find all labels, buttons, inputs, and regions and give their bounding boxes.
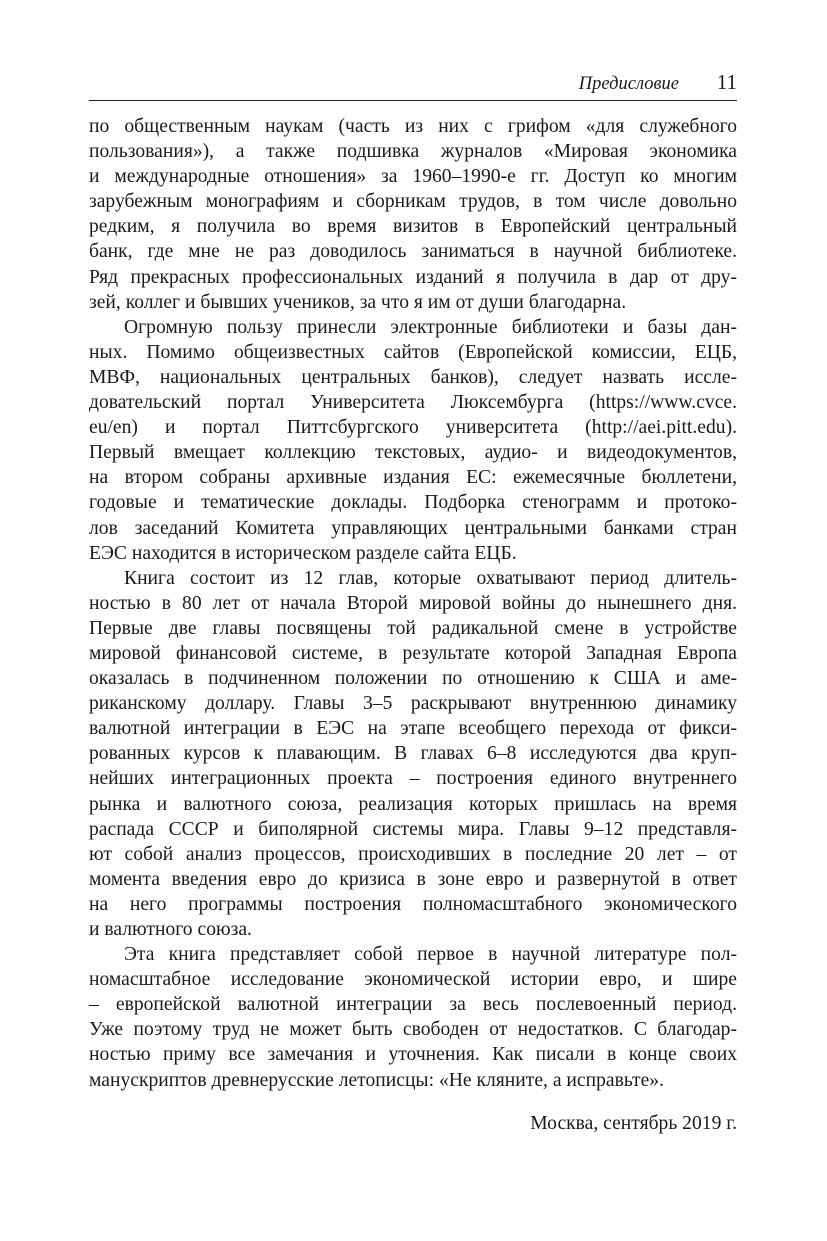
text-line: – европейской валютной интеграции за весь послевоенный период.: [89, 994, 737, 1016]
text-line: и международные отношения» за 1960–1990-е гг. Доступ ко многим: [89, 166, 737, 188]
place-date-signature: Москва, сентябрь 2019 г.: [530, 1113, 737, 1134]
text-line: нейших интеграционных проекта – построения единого внутреннего: [89, 768, 737, 790]
text-line: зарубежным монографиям и сборникам трудов, в том числе довольно: [89, 191, 737, 213]
text-line: оказалась в подчиненном положении по отношению к США и аме-: [89, 668, 737, 690]
body-text: [89, 114, 737, 1093]
text-line: ЕЭС находится в историческом разделе сайта ЕЦБ.: [89, 542, 517, 564]
text-line: распада СССР и биполярной системы мира. Главы 9–12 представля-: [89, 818, 737, 840]
text-line: Эта книга представляет собой первое в научной литературе пол-: [124, 944, 737, 966]
text-line: МВФ, национальных центральных банков), следует назвать иссле-: [89, 366, 737, 388]
paragraph-3: [89, 566, 737, 942]
text-line: Первый вмещает коллекцию текстовых, аудио- и видеодокументов,: [89, 442, 737, 464]
text-line: момента введения евро до кризиса в зоне евро и развернутой в ответ: [89, 868, 737, 890]
text-line: номасштабное исследование экономической истории евро, и шире: [89, 969, 737, 991]
text-line: редким, я получила во время визитов в Европейский центральный: [89, 216, 737, 238]
text-line: банк, где мне не раз доводилось заниматься в научной библиотеке.: [89, 241, 737, 263]
paragraph-2: [89, 315, 737, 566]
running-header-section-title: Предисловие: [578, 74, 679, 94]
text-line: по общественным наукам (часть из них с грифом «для служебного: [89, 116, 737, 137]
page-number: 11: [716, 70, 737, 94]
text-line: и валютного союза.: [89, 919, 252, 940]
text-line: рованных курсов к плавающим. В главах 6–8 исследуются два круп-: [89, 743, 737, 765]
text-line: ностью в 80 лет от начала Второй мировой войны до нынешнего дня.: [89, 592, 737, 614]
text-line: Огромную пользу принесли электронные библиотеки и базы дан-: [124, 316, 737, 338]
text-line: довательский портал Университета Люксембурга (https://www.cvce.: [89, 392, 737, 414]
paragraph-4: [89, 942, 737, 1093]
text-line: лов заседаний Комитета управляющих центральными банками стран: [89, 517, 737, 539]
text-line: Уже поэтому труд не может быть свободен от недостатков. С благодар-: [89, 1019, 737, 1041]
text-line: Книга состоит из 12 глав, которые охватывают период длитель-: [124, 567, 737, 589]
text-line: манускриптов древнерусские летописцы: «Не кляните, а исправьте».: [89, 1069, 664, 1091]
text-line: Первые две главы посвящены той радикальной смене в устройстве: [89, 617, 737, 639]
text-line: пользования»), а также подшивка журналов «Мировая экономика: [89, 141, 737, 163]
text-line: зей, коллег и бывших учеников, за что я им от души благодарна.: [89, 291, 627, 313]
paragraph-1: [89, 114, 737, 315]
text-line: рынка и валютного союза, реализация которых пришлась на время: [89, 793, 737, 815]
text-line: на втором собраны архивные издания ЕС: ежемесячные бюллетени,: [89, 467, 737, 489]
text-line: eu/en) и портал Питтсбургского университета (http://aei.pitt.edu).: [89, 417, 737, 439]
text-line: ют собой анализ процессов, происходивших в последние 20 лет – от: [89, 843, 737, 865]
running-header: [89, 66, 737, 101]
text-line: валютной интеграции в ЕЭС на этапе всеобщего перехода от фикси-: [89, 718, 737, 740]
text-line: ностью приму все замечания и уточнения. Как писали в конце своих: [89, 1044, 737, 1066]
text-line: годовые и тематические доклады. Подборка стенограмм и протоко-: [89, 492, 737, 514]
text-line: риканскому доллару. Главы 3–5 раскрывают внутреннюю динамику: [89, 693, 737, 715]
text-line: Ряд прекрасных профессиональных изданий я получила в дар от дру-: [89, 266, 737, 288]
text-line: на него программы построения полномасштабного экономического: [89, 893, 737, 915]
text-line: ных. Помимо общеизвестных сайтов (Европейской комиссии, ЕЦБ,: [89, 341, 737, 363]
text-line: мировой финансовой системе, в результате которой Западная Европа: [89, 642, 737, 664]
